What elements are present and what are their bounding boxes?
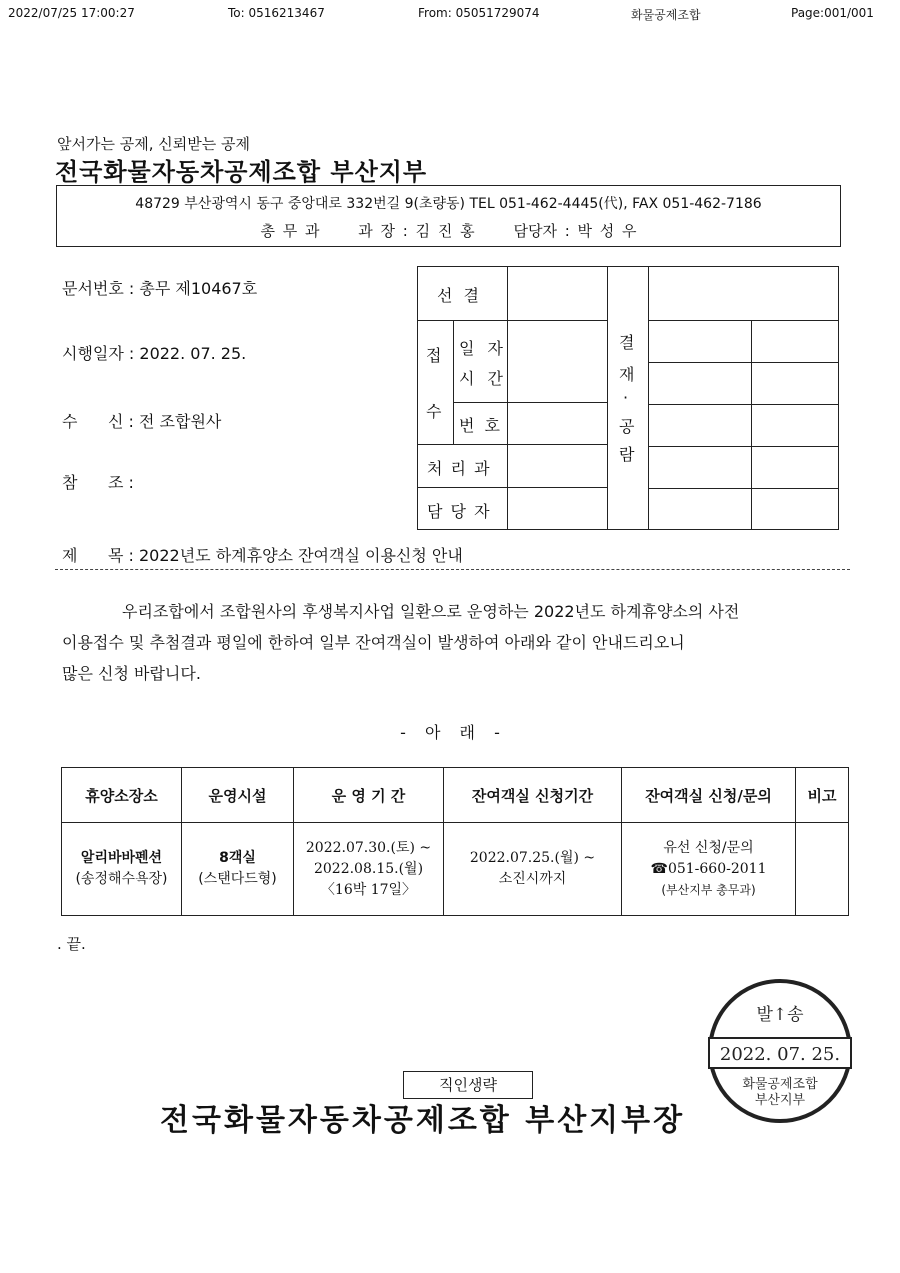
contact-dept: (부산지부 총무과) xyxy=(661,882,756,897)
staff-line: 총 무 과 과 장 : 김 진 홍 담당자 : 박 성 우 xyxy=(260,222,637,240)
gyeol-label: 결 xyxy=(619,333,635,352)
contact-line: 유선 신청/문의 xyxy=(663,839,754,856)
body-line-2: 이용접수 및 추첨결과 평일에 한하여 일부 잔여객실이 발생하여 아래와 같이 안내드리오니 xyxy=(62,633,685,652)
cell-period xyxy=(294,823,444,916)
cell-contact xyxy=(622,823,796,916)
apply-period: 2022.07.25.(월) ~ xyxy=(469,850,596,866)
fax-page: Page:001/001 xyxy=(791,6,874,20)
resort-table xyxy=(61,767,849,916)
jeop-label: 접 xyxy=(426,346,442,365)
doc-number: 문서번호 : 총무 제10467호 xyxy=(62,279,258,298)
place-sub: (송정해수욕장) xyxy=(75,871,168,887)
recipient: 수 신 : 전 조합원사 xyxy=(62,412,222,431)
reference: 참 조 : xyxy=(62,473,134,492)
signer: 전국화물자동차공제조합 부산지부장 xyxy=(160,1103,686,1138)
address-box xyxy=(56,185,841,247)
col-header-apply-period: 잔여객실 신청기간 xyxy=(444,768,622,823)
fax-sender: 화물공제조합 xyxy=(631,8,701,22)
stamp-top: 발↑송 xyxy=(756,1005,804,1025)
approval-grid xyxy=(417,266,839,530)
col-header-place: 휴양소장소 xyxy=(62,768,182,823)
arae-heading: - 아 래 - xyxy=(400,723,500,742)
closing: . 끝. xyxy=(57,935,86,953)
body-line-3: 많은 신청 바랍니다. xyxy=(62,664,201,683)
beonho-label: 번 호 xyxy=(459,416,500,435)
stamp-date: 2022. 07. 25. xyxy=(719,1044,841,1065)
seal-omitted-box: 직인생략 xyxy=(403,1071,533,1099)
address: 48729 부산광역시 동구 중앙대로 332번길 9(초량동) TEL 051-462-4445(代), FAX 051-462-7186 xyxy=(135,196,762,212)
su-label: 수 xyxy=(426,402,442,421)
org-name: 전국화물자동차공제조합 부산지부 xyxy=(55,158,428,186)
table-row xyxy=(62,823,849,916)
seongyeol-label: 선 결 xyxy=(437,286,479,305)
facility-name: 8객실 xyxy=(219,850,256,866)
issue-date: 시행일자 : 2022. 07. 25. xyxy=(62,344,247,363)
cheorigwa-label: 처 리 과 xyxy=(427,459,490,478)
damdangja-label: 담 당 자 xyxy=(427,502,490,521)
ram-label: 람 xyxy=(619,445,635,464)
col-header-period: 운 영 기 간 xyxy=(294,768,444,823)
place-name: 알리바바펜션 xyxy=(80,850,163,866)
apply-until: 소진시까지 xyxy=(498,871,567,887)
period-start: 2022.07.30.(토) ~ xyxy=(305,839,432,856)
gong-label: 공 xyxy=(619,417,635,436)
dispatch-stamp xyxy=(705,976,855,1126)
table-header-row xyxy=(62,768,849,823)
col-header-contact: 잔여객실 신청/문의 xyxy=(622,768,796,823)
subject: 제 목 : 2022년도 하계휴양소 잔여객실 이용신청 안내 xyxy=(62,546,463,565)
cell-place xyxy=(62,823,182,916)
dot-label: · xyxy=(623,388,629,407)
fax-from: From: 05051729074 xyxy=(418,6,540,20)
period-nights: 〈16박 17일〉 xyxy=(320,881,417,898)
cell-remark xyxy=(796,823,849,916)
ilja-label: 일 자 xyxy=(459,339,503,358)
jae-label: 재 xyxy=(619,365,635,384)
cell-apply xyxy=(444,823,622,916)
facility-sub: (스탠다드형) xyxy=(198,871,277,887)
stamp-org: 화물공제조합 xyxy=(742,1077,818,1092)
subject-divider xyxy=(55,569,850,570)
contact-phone: ☎051-660-2011 xyxy=(650,860,767,877)
cell-facility xyxy=(182,823,294,916)
col-header-facility: 운영시설 xyxy=(182,768,294,823)
stamp-branch: 부산지부 xyxy=(754,1093,806,1108)
col-header-remark: 비고 xyxy=(796,768,849,823)
body-text xyxy=(62,596,852,689)
sigan-label: 시 간 xyxy=(459,369,503,388)
body-line-1: 우리조합에서 조합원사의 후생복지사업 일환으로 운영하는 2022년도 하계휴양소의 사전 xyxy=(122,602,740,621)
fax-datetime: 2022/07/25 17:00:27 xyxy=(8,6,135,20)
fax-to: To: 0516213467 xyxy=(228,6,325,20)
slogan: 앞서가는 공제, 신뢰받는 공제 xyxy=(57,135,250,153)
period-end: 2022.08.15.(월) xyxy=(313,860,424,877)
